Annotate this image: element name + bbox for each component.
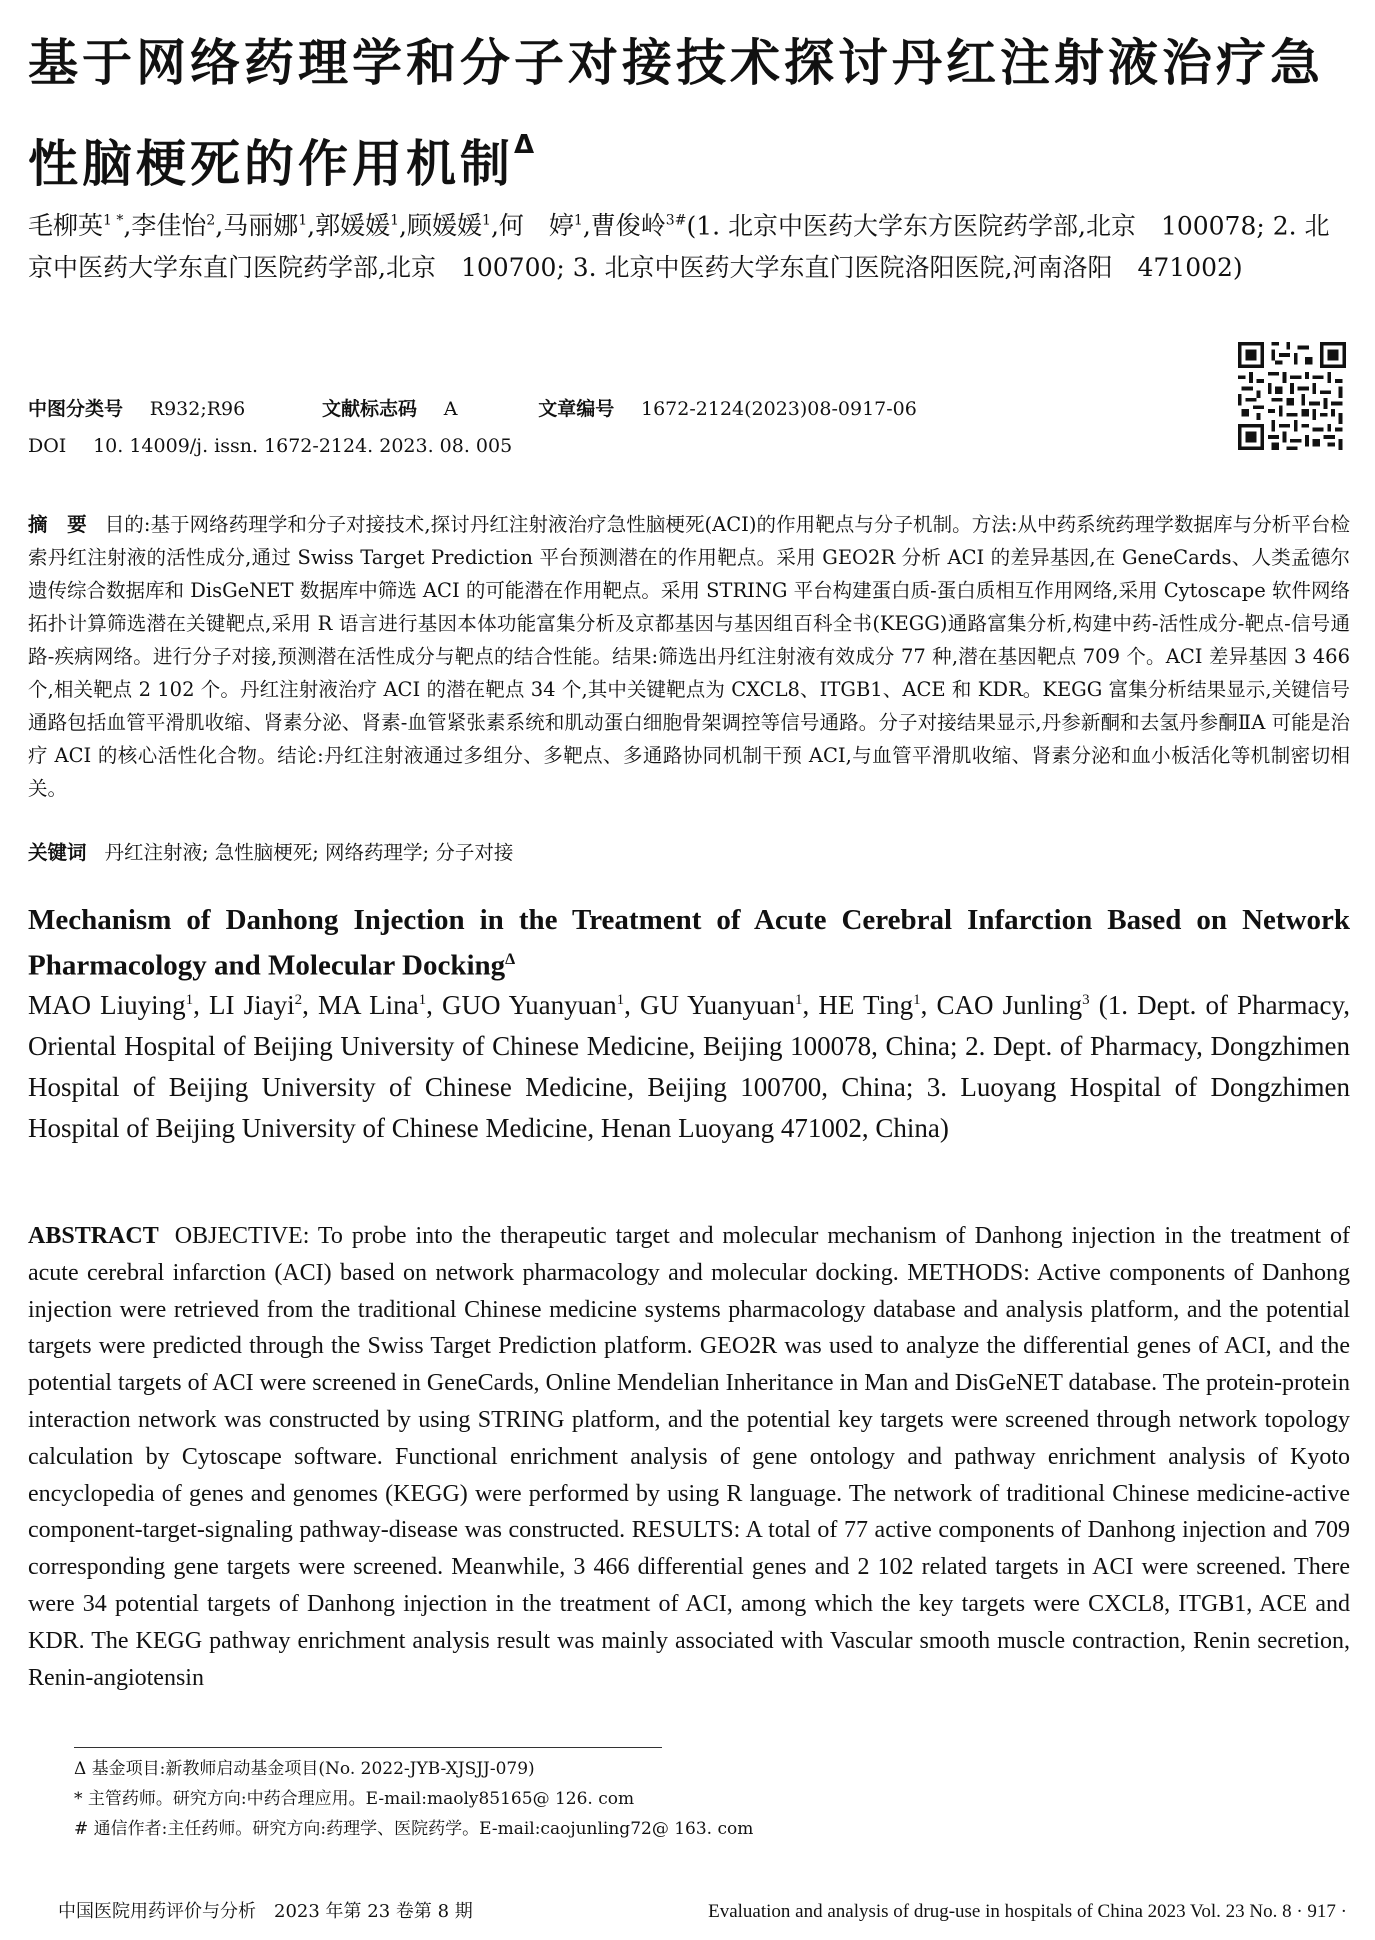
english-abstract-text: OBJECTIVE: To probe into the therapeutic target and molecular mechanism of Danhong injection in the treatment of acute cerebral infarction (ACI) based on network pharmacology and molecular docking. METHODS: Active components of Danhong injection were retrieved from the traditional Chinese medicine systems pharmacology database and analysis platform, and the potential targets were predicted through the Swiss Target Prediction platform. GEO2R was used to analyze the differential genes of ACI, and the potential targets of ACI were screened in GeneCards, Online Mendelian Inheritance in Man and DisGeNET database. The protein-protein interaction network was constructed by using STRING platform, and the potential key targets were screened through network topology calculation by Cytoscape software. Functional enrichment analysis of gene ontology and pathway enrichment analysis of Kyoto encyclopedia of genes and genomes (KEGG) were performed by using R language. The network of traditional Chinese medicine-active component-target-signaling pathway-disease was constructed. RESULTS: A total of 77 active components of Danhong injection and 709 corresponding gene targets were screened. Meanwhile, 3 466 differential genes and 2 102 related targets in ACI were screened. There were 34 potential targets of Danhong injection in the treatment of ACI, among which the key targets were CXCL8, ITGB1, ACE and KDR. The KEGG pathway enrichment analysis result was mainly associated with Vascular smooth muscle contraction, Renin secretion, Renin-angiotensin bbox=[28, 1223, 1350, 1691]
english-authors: MAO Liuying$^1$, LI Jiayi$^2$, MA Lina$^1$, GUO Yuanyuan$^1$, GU Yuanyuan$^1$, HE Ting$^1$, CAO Junling$^3$ (1. Dept. of Pharmacy, Oriental Hospital of Beijing University of Chinese Medicine, Beijing 100078, China; 2. Dept. of Pharmacy, Dongzhimen Hospital of Beijing University of Chinese Medicine, Beijing 100700, China; 3. Luoyang Hospital of Dongzhimen Hospital of Beijing University of Chinese Medicine, Henan Luoyang 471002, China) bbox=[28, 990, 1351, 1143]
english-abstract-label: ABSTRACT bbox=[28, 1223, 159, 1249]
author-en-6: HE Ting$^1$ bbox=[818, 990, 921, 1020]
footnotes bbox=[74, 1754, 1274, 1844]
author-cn-6: 何 婷$^1$ bbox=[498, 211, 583, 241]
author-cn-7: 曹俊岭$^{3\#}$ bbox=[590, 211, 687, 241]
clc-value: R932;R96 bbox=[149, 398, 246, 420]
chinese-keywords-text: 丹红注射液; 急性脑梗死; 网络药理学; 分子对接 bbox=[104, 841, 514, 864]
chinese-abstract-label: 摘 要 bbox=[28, 513, 87, 536]
author-cn-2: 李佳怡$^2$ bbox=[131, 211, 216, 241]
footnote-first-author: * 主管药师。研究方向:中药合理应用。E-mail:maoly85165@ 126. com bbox=[74, 1789, 635, 1809]
author-cn-4: 郭媛媛$^1$ bbox=[315, 211, 400, 241]
footer-journal-en: Evaluation and analysis of drug-use in hospitals of China 2023 Vol. 23 No. 8 · 917 · bbox=[708, 1901, 1347, 1922]
author-en-3: MA Lina$^1$ bbox=[317, 990, 427, 1020]
doc-code-label: 文献标志码 bbox=[321, 398, 417, 420]
english-affiliations: (1. Dept. of Pharmacy, Oriental Hospital of Beijing University of Chinese Medicine, Beijing 100078, China; 2. Dept. of Pharmacy, Dongzhimen Hospital of Beijing University of Chinese Medicine, Beijing 100700, China; 3. Luoyang Hospital of Dongzhimen Hospital of Beijing University of Chinese Medicine, Henan Luoyang 471002, China) bbox=[28, 990, 1351, 1143]
english-title-fund-mark: Δ bbox=[505, 951, 516, 968]
classification-row bbox=[28, 395, 917, 424]
chinese-title-fund-mark: Δ bbox=[514, 130, 535, 160]
chinese-keywords bbox=[28, 836, 1350, 869]
author-cn-3: 马丽娜$^1$ bbox=[223, 211, 308, 241]
footnote-divider bbox=[74, 1747, 662, 1748]
footnote-corresponding: # 通信作者:主任药师。研究方向:药理学、医院药学。E-mail:caojunling72@ 163. com bbox=[74, 1819, 754, 1839]
author-en-5: GU Yuanyuan$^1$ bbox=[639, 990, 803, 1020]
author-cn-5: 顾媛媛$^1$ bbox=[407, 211, 491, 241]
doi-value: 10. 14009/j. issn. 1672-2124. 2023. 08. 005 bbox=[93, 435, 513, 457]
qr-code-icon bbox=[1238, 342, 1346, 450]
english-abstract bbox=[28, 1218, 1350, 1696]
english-title bbox=[28, 900, 1350, 986]
doi-row bbox=[28, 432, 512, 461]
author-en-2: LI Jiayi$^2$ bbox=[209, 990, 303, 1020]
chinese-authors: 毛柳英$^{1 *}$,李佳怡$^2$,马丽娜$^1$,郭媛媛$^1$,顾媛媛$^1$,何 婷$^1$,曹俊岭$^{3\#}$(1. 北京中医药大学东方医院药学部,北京 100078; 2. 北京中医药大学东直门医院药学部,北京 100700; 3. 北京中医药大学东直门医院洛阳医院,河南洛阳 471002) bbox=[28, 211, 1330, 283]
chinese-keywords-label: 关键词 bbox=[28, 841, 87, 864]
doc-code-value: A bbox=[443, 398, 458, 420]
article-no-label: 文章编号 bbox=[538, 398, 615, 420]
clc-label: 中图分类号 bbox=[28, 398, 124, 420]
footnote-fund: Δ 基金项目:新教师启动基金项目(No. 2022-JYB-XJSJJ-079) bbox=[74, 1759, 535, 1779]
chinese-abstract bbox=[28, 508, 1350, 805]
footer-journal-cn: 中国医院用药评价与分析 2023 年第 23 卷第 8 期 bbox=[58, 1901, 473, 1922]
author-en-1: MAO Liuying$^1$ bbox=[28, 990, 194, 1020]
chinese-abstract-text: 目的:基于网络药理学和分子对接技术,探讨丹红注射液治疗急性脑梗死(ACI)的作用靶点与分子机制。方法:从中药系统药理学数据库与分析平台检索丹红注射液的活性成分,通过 Swiss Target Prediction 平台预测潜在的作用靶点。采用 GEO2R 分析 ACI 的差异基因,在 GeneCards、人类孟德尔遗传综合数据库和 DisGeNET 数据库中筛选 ACI 的可能潜在作用靶点。采用 STRING 平台构建蛋白质-蛋白质相互作用网络,采用 Cytoscape 软件网络拓扑计算筛选潜在关键靶点,采用 R 语言进行基因本体功能富集分析及京都基因与基因组百科全书(KEGG)通路富集分析,构建中药-活性成分-靶点-信号通路-疾病网络。进行分子对接,预测潜在活性成分与靶点的结合性能。结果:筛选出丹红注射液有效成分 77 种,潜在基因靶点 709 个。ACI 差异基因 3 466 个,相关靶点 2 102 个。丹红注射液治疗 ACI 的潜在靶点 34 个,其中关键靶点为 CXCL8、ITGB1、ACE 和 KDR。KEGG 富集分析结果显示,关键信号通路包括血管平滑肌收缩、肾素分泌、肾素-血管紧张素系统和肌动蛋白细胞骨架调控等信号通路。分子对接结果显示,丹参新酮和去氢丹参酮ⅡA 可能是治疗 ACI 的核心活性化合物。结论:丹红注射液通过多组分、多靶点、多通路协同机制干预 ACI,与血管平滑肌收缩、肾素分泌和血小板活化等机制密切相关。 bbox=[28, 513, 1350, 800]
article-no-value: 1672-2124(2023)08-0917-06 bbox=[641, 398, 917, 420]
english-title-text: Mechanism of Danhong Injection in the Treatment of Acute Cerebral Infarction Based on Network Pharmacology and Molecular Docking bbox=[28, 904, 1350, 982]
chinese-title-text: 基于网络药理学和分子对接技术探讨丹红注射液治疗急性脑梗死的作用机制 bbox=[28, 34, 1324, 193]
author-cn-1: 毛柳英$^{1 *}$ bbox=[28, 211, 124, 241]
doi-label: DOI bbox=[28, 435, 67, 457]
author-en-7: CAO Junling$^3$ bbox=[936, 990, 1090, 1020]
author-en-4: GUO Yuanyuan$^1$ bbox=[441, 990, 625, 1020]
chinese-affiliations: (1. 北京中医药大学东方医院药学部,北京 100078; 2. 北京中医药大学东直门医院药学部,北京 100700; 3. 北京中医药大学东直门医院洛阳医院,河南洛阳 471002) bbox=[28, 211, 1330, 283]
chinese-title bbox=[28, 22, 1348, 205]
